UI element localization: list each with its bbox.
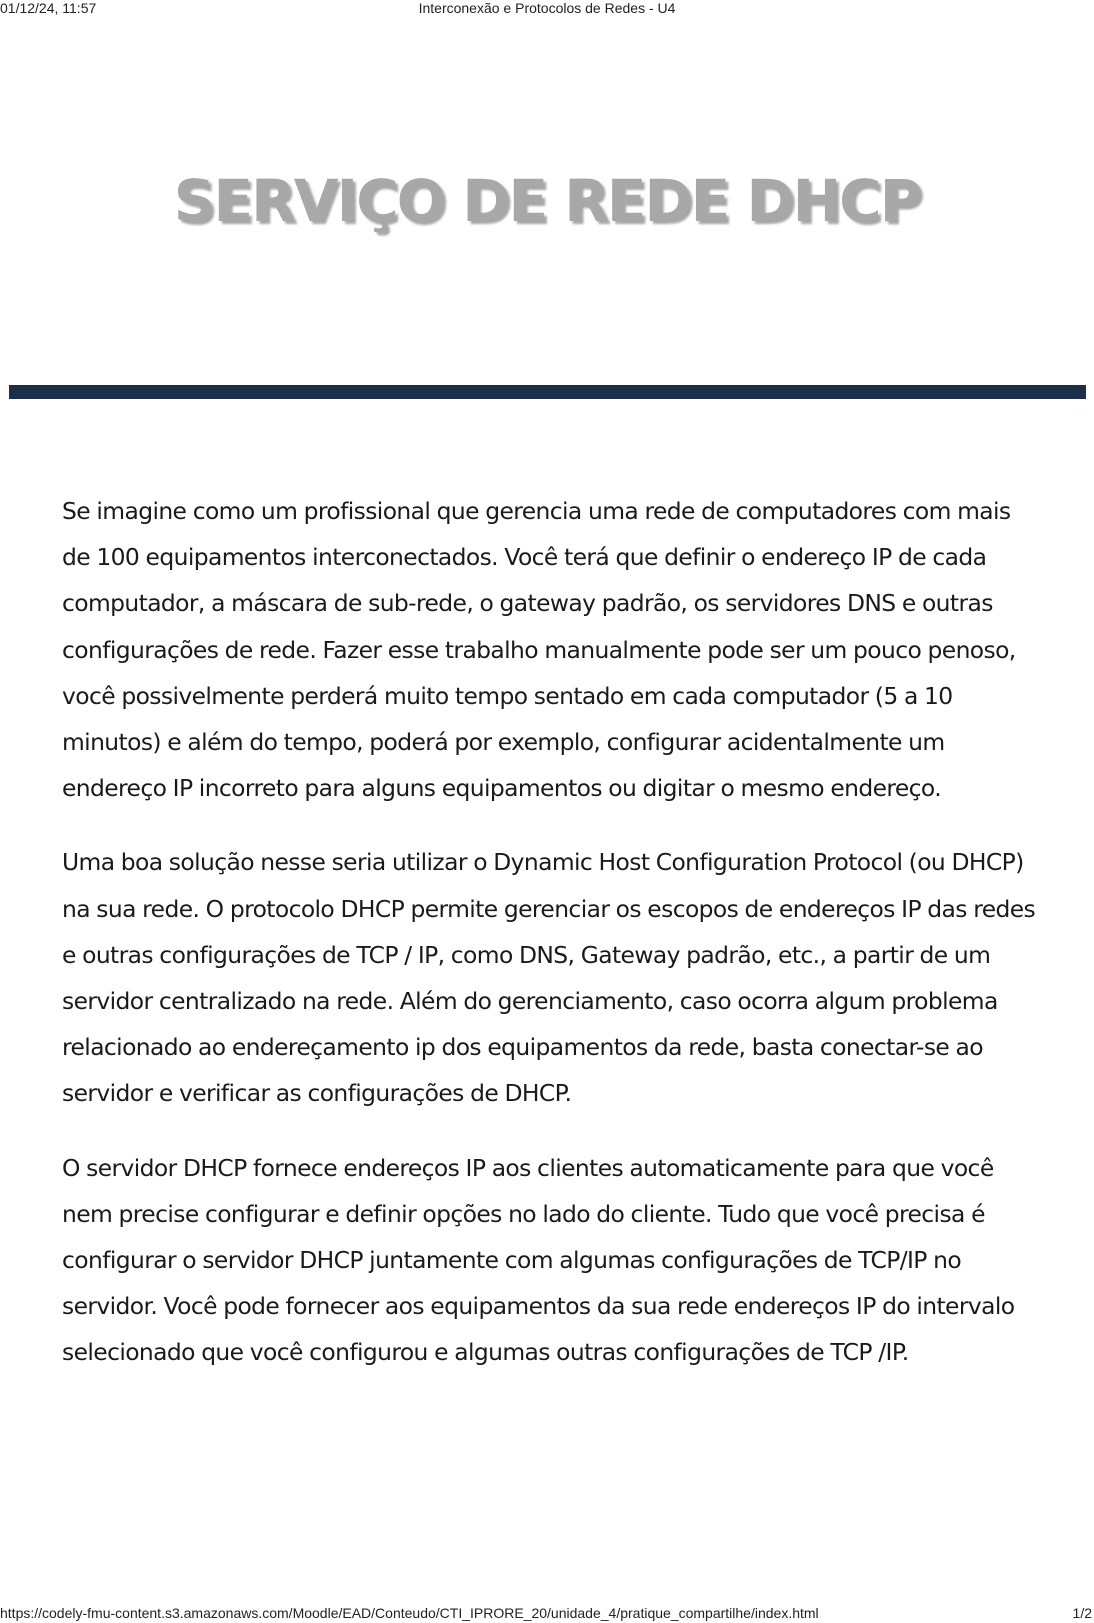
paragraph-dhcp-solution: Uma boa solução nesse seria utilizar o Dynamic Host Configuration Protocol (ou DHCP) na sua rede. O protocolo DHCP permite gerenciar os escopos de endereços IP das redes e outras configurações de TCP / IP, como DNS, Gateway padrão, etc., a partir de um servidor centralizado na rede. Além do gerenciamento, caso ocorra algum problema relacionado ao endereçamento ip dos equipamentos da rede, basta conectar-se ao servidor e verificar as configurações de DHCP. bbox=[62, 848, 1036, 1108]
paragraph-dhcp-server: O servidor DHCP fornece endereços IP aos clientes automaticamente para que você nem precise configurar e definir opções no lado do cliente. Tudo que você precisa é configurar o servidor DHCP juntamente com algumas configurações de TCP/IP no servidor. Você pode fornecer aos equipamentos da sua rede endereços IP do intervalo selecionado que você configurou e algumas outras configurações de TCP /IP. bbox=[62, 1153, 1015, 1367]
print-footer bbox=[0, 1601, 1094, 1623]
print-document-title: Interconexão e Protocolos de Redes - U4 bbox=[418, 0, 676, 16]
article-body bbox=[62, 488, 1042, 1404]
page-number: 1/2 bbox=[1072, 1605, 1092, 1621]
print-url[interactable]: https://codely-fmu-content.s3.amazonaws.com/Moodle/EAD/Conteudo/CTI_IPRORE_20/unidade_4/pratique_compartilhe/index.html bbox=[0, 1605, 819, 1621]
print-header bbox=[0, 0, 1094, 20]
page-title: SERVIÇO DE REDE DHCP bbox=[173, 167, 921, 235]
print-datetime: 01/12/24, 11:57 bbox=[0, 0, 97, 16]
paragraph-intro: Se imagine como um profissional que gerencia uma rede de computadores com mais de 100 equipamentos interconectados. Você terá que definir o endereço IP de cada computador, a máscara de sub-rede, o gateway padrão, os servidores DNS e outras configurações de rede. Fazer esse trabalho manualmente pode ser um pouco penoso, você possivelmente perderá muito tempo sentado em cada computador (5 a 10 minutos) e além do tempo, poderá por exemplo, configurar acidentalmente um endereço IP incorreto para alguns equipamentos ou digitar o mesmo endereço. bbox=[62, 497, 1016, 803]
section-divider bbox=[9, 385, 1086, 399]
